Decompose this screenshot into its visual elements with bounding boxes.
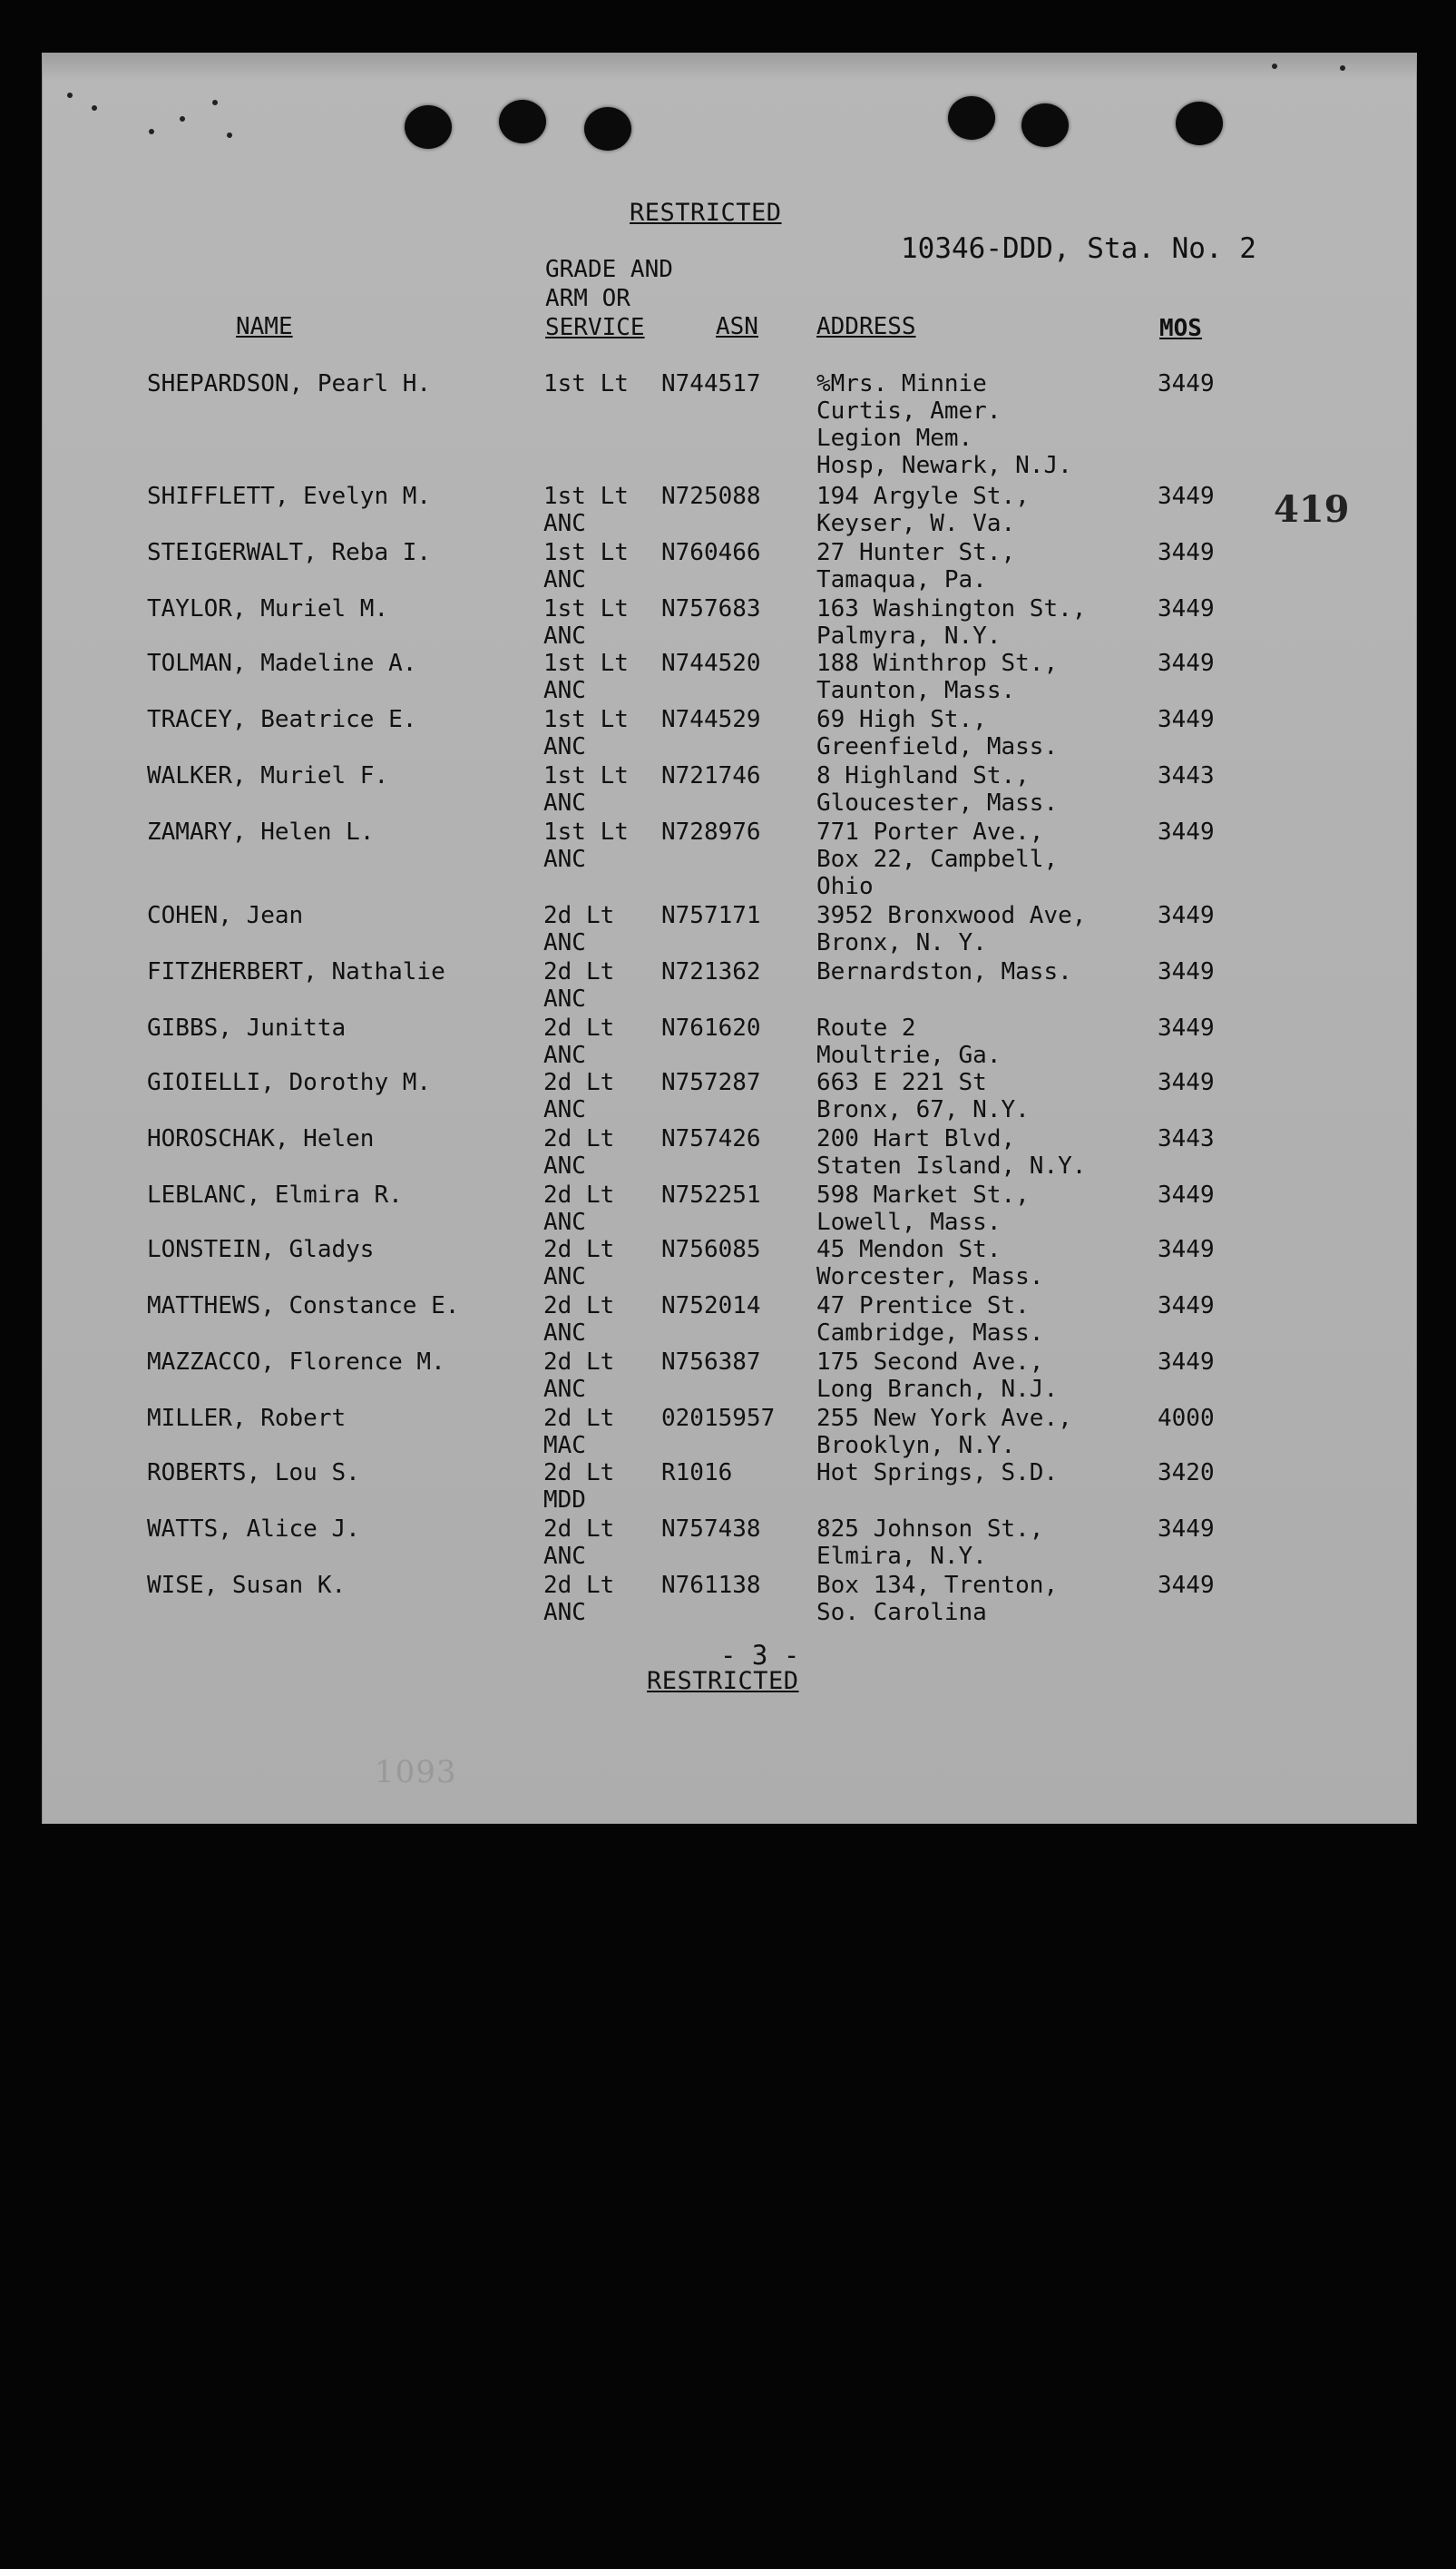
entry-name: LEBLANC, Elmira R. (147, 1182, 403, 1209)
entry-address: 47 Prentice St. Cambridge, Mass. (816, 1292, 1044, 1347)
classification-bottom: RESTRICTED (647, 1667, 799, 1695)
entry-name: WISE, Susan K. (147, 1572, 347, 1599)
entry-address: 598 Market St., Lowell, Mass. (816, 1182, 1030, 1236)
entry-arm: ANC (543, 1152, 586, 1180)
entry-grade: 2d Lt (543, 902, 615, 929)
entry-asn: N744517 (661, 370, 761, 397)
entry-grade: 2d Lt (543, 1459, 615, 1486)
table-row (42, 819, 1417, 900)
entry-address: 27 Hunter St., Tamaqua, Pa. (816, 539, 1016, 593)
entry-mos: 3449 (1158, 595, 1215, 623)
entry-address: 255 New York Ave., Brooklyn, N.Y. (816, 1405, 1072, 1459)
entry-name: GIOIELLI, Dorothy M. (147, 1069, 432, 1096)
entry-address: Route 2 Moultrie, Ga. (816, 1015, 1002, 1069)
personnel-list (42, 53, 1417, 1824)
entry-name: MAZZACCO, Florence M. (147, 1348, 445, 1376)
entry-mos: 3449 (1158, 1572, 1215, 1599)
entry-arm: ANC (543, 1376, 586, 1403)
entry-arm: ANC (543, 623, 586, 650)
entry-asn: N744529 (661, 706, 761, 733)
table-row (42, 370, 1417, 479)
column-header-asn: ASN (716, 313, 758, 340)
entry-grade: 2d Lt (543, 1292, 615, 1319)
entry-asn: 02015957 (661, 1405, 776, 1432)
entry-grade: 2d Lt (543, 1572, 615, 1599)
entry-mos: 3449 (1158, 650, 1215, 677)
entry-address: Box 134, Trenton, So. Carolina (816, 1572, 1059, 1626)
entry-name: ROBERTS, Lou S. (147, 1459, 360, 1486)
entry-asn: N760466 (661, 539, 761, 566)
entry-grade: 1st Lt (543, 370, 629, 397)
entry-address: Bernardston, Mass. (816, 958, 1072, 985)
entry-address: 663 E 221 St Bronx, 67, N.Y. (816, 1069, 1030, 1123)
entry-name: MATTHEWS, Constance E. (147, 1292, 460, 1319)
column-header-mos: MOS (1159, 315, 1202, 342)
entry-name: TAYLOR, Muriel M. (147, 595, 389, 623)
entry-asn: R1016 (661, 1459, 733, 1486)
entry-mos: 3443 (1158, 762, 1215, 789)
entry-grade: 1st Lt (543, 595, 629, 623)
station-reference: 10346-DDD, Sta. No. 2 (901, 232, 1256, 265)
entry-address: 200 Hart Blvd, Staten Island, N.Y. (816, 1125, 1087, 1180)
entry-name: TRACEY, Beatrice E. (147, 706, 417, 733)
entry-arm: ANC (543, 1263, 586, 1290)
entry-mos: 3449 (1158, 1236, 1215, 1263)
document-page (42, 53, 1417, 1824)
entry-asn: N761620 (661, 1015, 761, 1042)
entry-name: COHEN, Jean (147, 902, 304, 929)
entry-mos: 3449 (1158, 1515, 1215, 1543)
entry-mos: 3449 (1158, 483, 1215, 510)
entry-asn: N725088 (661, 483, 761, 510)
entry-mos: 3449 (1158, 1015, 1215, 1042)
entry-mos: 3449 (1158, 1069, 1215, 1096)
entry-arm: ANC (543, 929, 586, 956)
entry-grade: 2d Lt (543, 1405, 615, 1432)
entry-asn: N752251 (661, 1182, 761, 1209)
entry-name: MILLER, Robert (147, 1405, 347, 1432)
entry-mos: 3443 (1158, 1125, 1215, 1152)
entry-address: 825 Johnson St., Elmira, N.Y. (816, 1515, 1044, 1570)
entry-arm: ANC (543, 1599, 586, 1626)
entry-address: 163 Washington St., Palmyra, N.Y. (816, 595, 1087, 650)
column-header-name: NAME (236, 313, 293, 340)
entry-grade: 2d Lt (543, 1236, 615, 1263)
entry-name: SHIFFLETT, Evelyn M. (147, 483, 432, 510)
page-number: - 3 - (720, 1640, 800, 1671)
entry-name: SHEPARDSON, Pearl H. (147, 370, 432, 397)
entry-mos: 3449 (1158, 1292, 1215, 1319)
entry-asn: N756085 (661, 1236, 761, 1263)
grade-header-line2: ARM OR (545, 285, 630, 312)
entry-name: WALKER, Muriel F. (147, 762, 389, 789)
entry-asn: N757438 (661, 1515, 761, 1543)
grade-header-line1: GRADE AND (545, 256, 673, 283)
entry-name: FITZHERBERT, Nathalie (147, 958, 445, 985)
entry-asn: N756387 (661, 1348, 761, 1376)
entry-mos: 3449 (1158, 1182, 1215, 1209)
entry-arm: ANC (543, 733, 586, 760)
entry-asn: N728976 (661, 819, 761, 846)
entry-grade: 2d Lt (543, 1015, 615, 1042)
entry-address: 8 Highland St., Gloucester, Mass. (816, 762, 1059, 817)
entry-address: 771 Porter Ave., Box 22, Campbell, Ohio (816, 819, 1059, 900)
entry-grade: 1st Lt (543, 762, 629, 789)
entry-mos: 3449 (1158, 370, 1215, 397)
entry-address: 175 Second Ave., Long Branch, N.J. (816, 1348, 1059, 1403)
entry-name: LONSTEIN, Gladys (147, 1236, 375, 1263)
entry-arm: ANC (543, 1042, 586, 1069)
entry-mos: 3449 (1158, 1348, 1215, 1376)
entry-grade: 1st Lt (543, 650, 629, 677)
entry-mos: 3449 (1158, 958, 1215, 985)
entry-asn: N757426 (661, 1125, 761, 1152)
entry-asn: N757171 (661, 902, 761, 929)
grade-header-line3: SERVICE (545, 314, 645, 341)
entry-arm: ANC (543, 510, 586, 537)
entry-asn: N752014 (661, 1292, 761, 1319)
entry-arm: ANC (543, 1209, 586, 1236)
entry-name: WATTS, Alice J. (147, 1515, 360, 1543)
entry-grade: 1st Lt (543, 706, 629, 733)
column-header-address: ADDRESS (816, 313, 916, 340)
entry-address: Hot Springs, S.D. (816, 1459, 1059, 1486)
entry-address: 188 Winthrop St., Taunton, Mass. (816, 650, 1059, 704)
entry-asn: N721746 (661, 762, 761, 789)
entry-asn: N761138 (661, 1572, 761, 1599)
entry-grade: 2d Lt (543, 1515, 615, 1543)
entry-grade: 2d Lt (543, 1182, 615, 1209)
classification-top: RESTRICTED (630, 199, 782, 227)
entry-mos: 4000 (1158, 1405, 1215, 1432)
entry-name: HOROSCHAK, Helen (147, 1125, 375, 1152)
entry-arm: ANC (543, 846, 586, 873)
entry-arm: MAC (543, 1432, 586, 1459)
entry-asn: N744520 (661, 650, 761, 677)
entry-grade: 1st Lt (543, 483, 629, 510)
entry-arm: ANC (543, 1543, 586, 1570)
entry-arm: MDD (543, 1486, 586, 1514)
entry-address: 69 High St., Greenfield, Mass. (816, 706, 1059, 760)
entry-arm: ANC (543, 566, 586, 593)
entry-asn: N757287 (661, 1069, 761, 1096)
entry-arm: ANC (543, 985, 586, 1013)
entry-name: STEIGERWALT, Reba I. (147, 539, 432, 566)
entry-address: %Mrs. Minnie Curtis, Amer. Legion Mem. Hosp, Newark, N.J. (816, 370, 1072, 479)
entry-name: ZAMARY, Helen L. (147, 819, 375, 846)
entry-address: 3952 Bronxwood Ave, Bronx, N. Y. (816, 902, 1087, 956)
document-content (42, 53, 1417, 1824)
entry-arm: ANC (543, 1319, 586, 1347)
entry-name: TOLMAN, Madeline A. (147, 650, 417, 677)
entry-grade: 2d Lt (543, 1348, 615, 1376)
entry-mos: 3420 (1158, 1459, 1215, 1486)
entry-grade: 2d Lt (543, 1125, 615, 1152)
entry-grade: 2d Lt (543, 1069, 615, 1096)
entry-asn: N721362 (661, 958, 761, 985)
entry-name: GIBBS, Junitta (147, 1015, 347, 1042)
entry-mos: 3449 (1158, 539, 1215, 566)
entry-arm: ANC (543, 1096, 586, 1123)
entry-grade: 1st Lt (543, 539, 629, 566)
entry-arm: ANC (543, 677, 586, 704)
entry-asn: N757683 (661, 595, 761, 623)
margin-number: 419 (1274, 488, 1350, 531)
entry-address: 45 Mendon St. Worcester, Mass. (816, 1236, 1044, 1290)
entry-arm: ANC (543, 789, 586, 817)
entry-address: 194 Argyle St., Keyser, W. Va. (816, 483, 1030, 537)
entry-mos: 3449 (1158, 819, 1215, 846)
faint-number: 1093 (375, 1754, 457, 1790)
entry-grade: 1st Lt (543, 819, 629, 846)
entry-mos: 3449 (1158, 902, 1215, 929)
entry-grade: 2d Lt (543, 958, 615, 985)
entry-mos: 3449 (1158, 706, 1215, 733)
